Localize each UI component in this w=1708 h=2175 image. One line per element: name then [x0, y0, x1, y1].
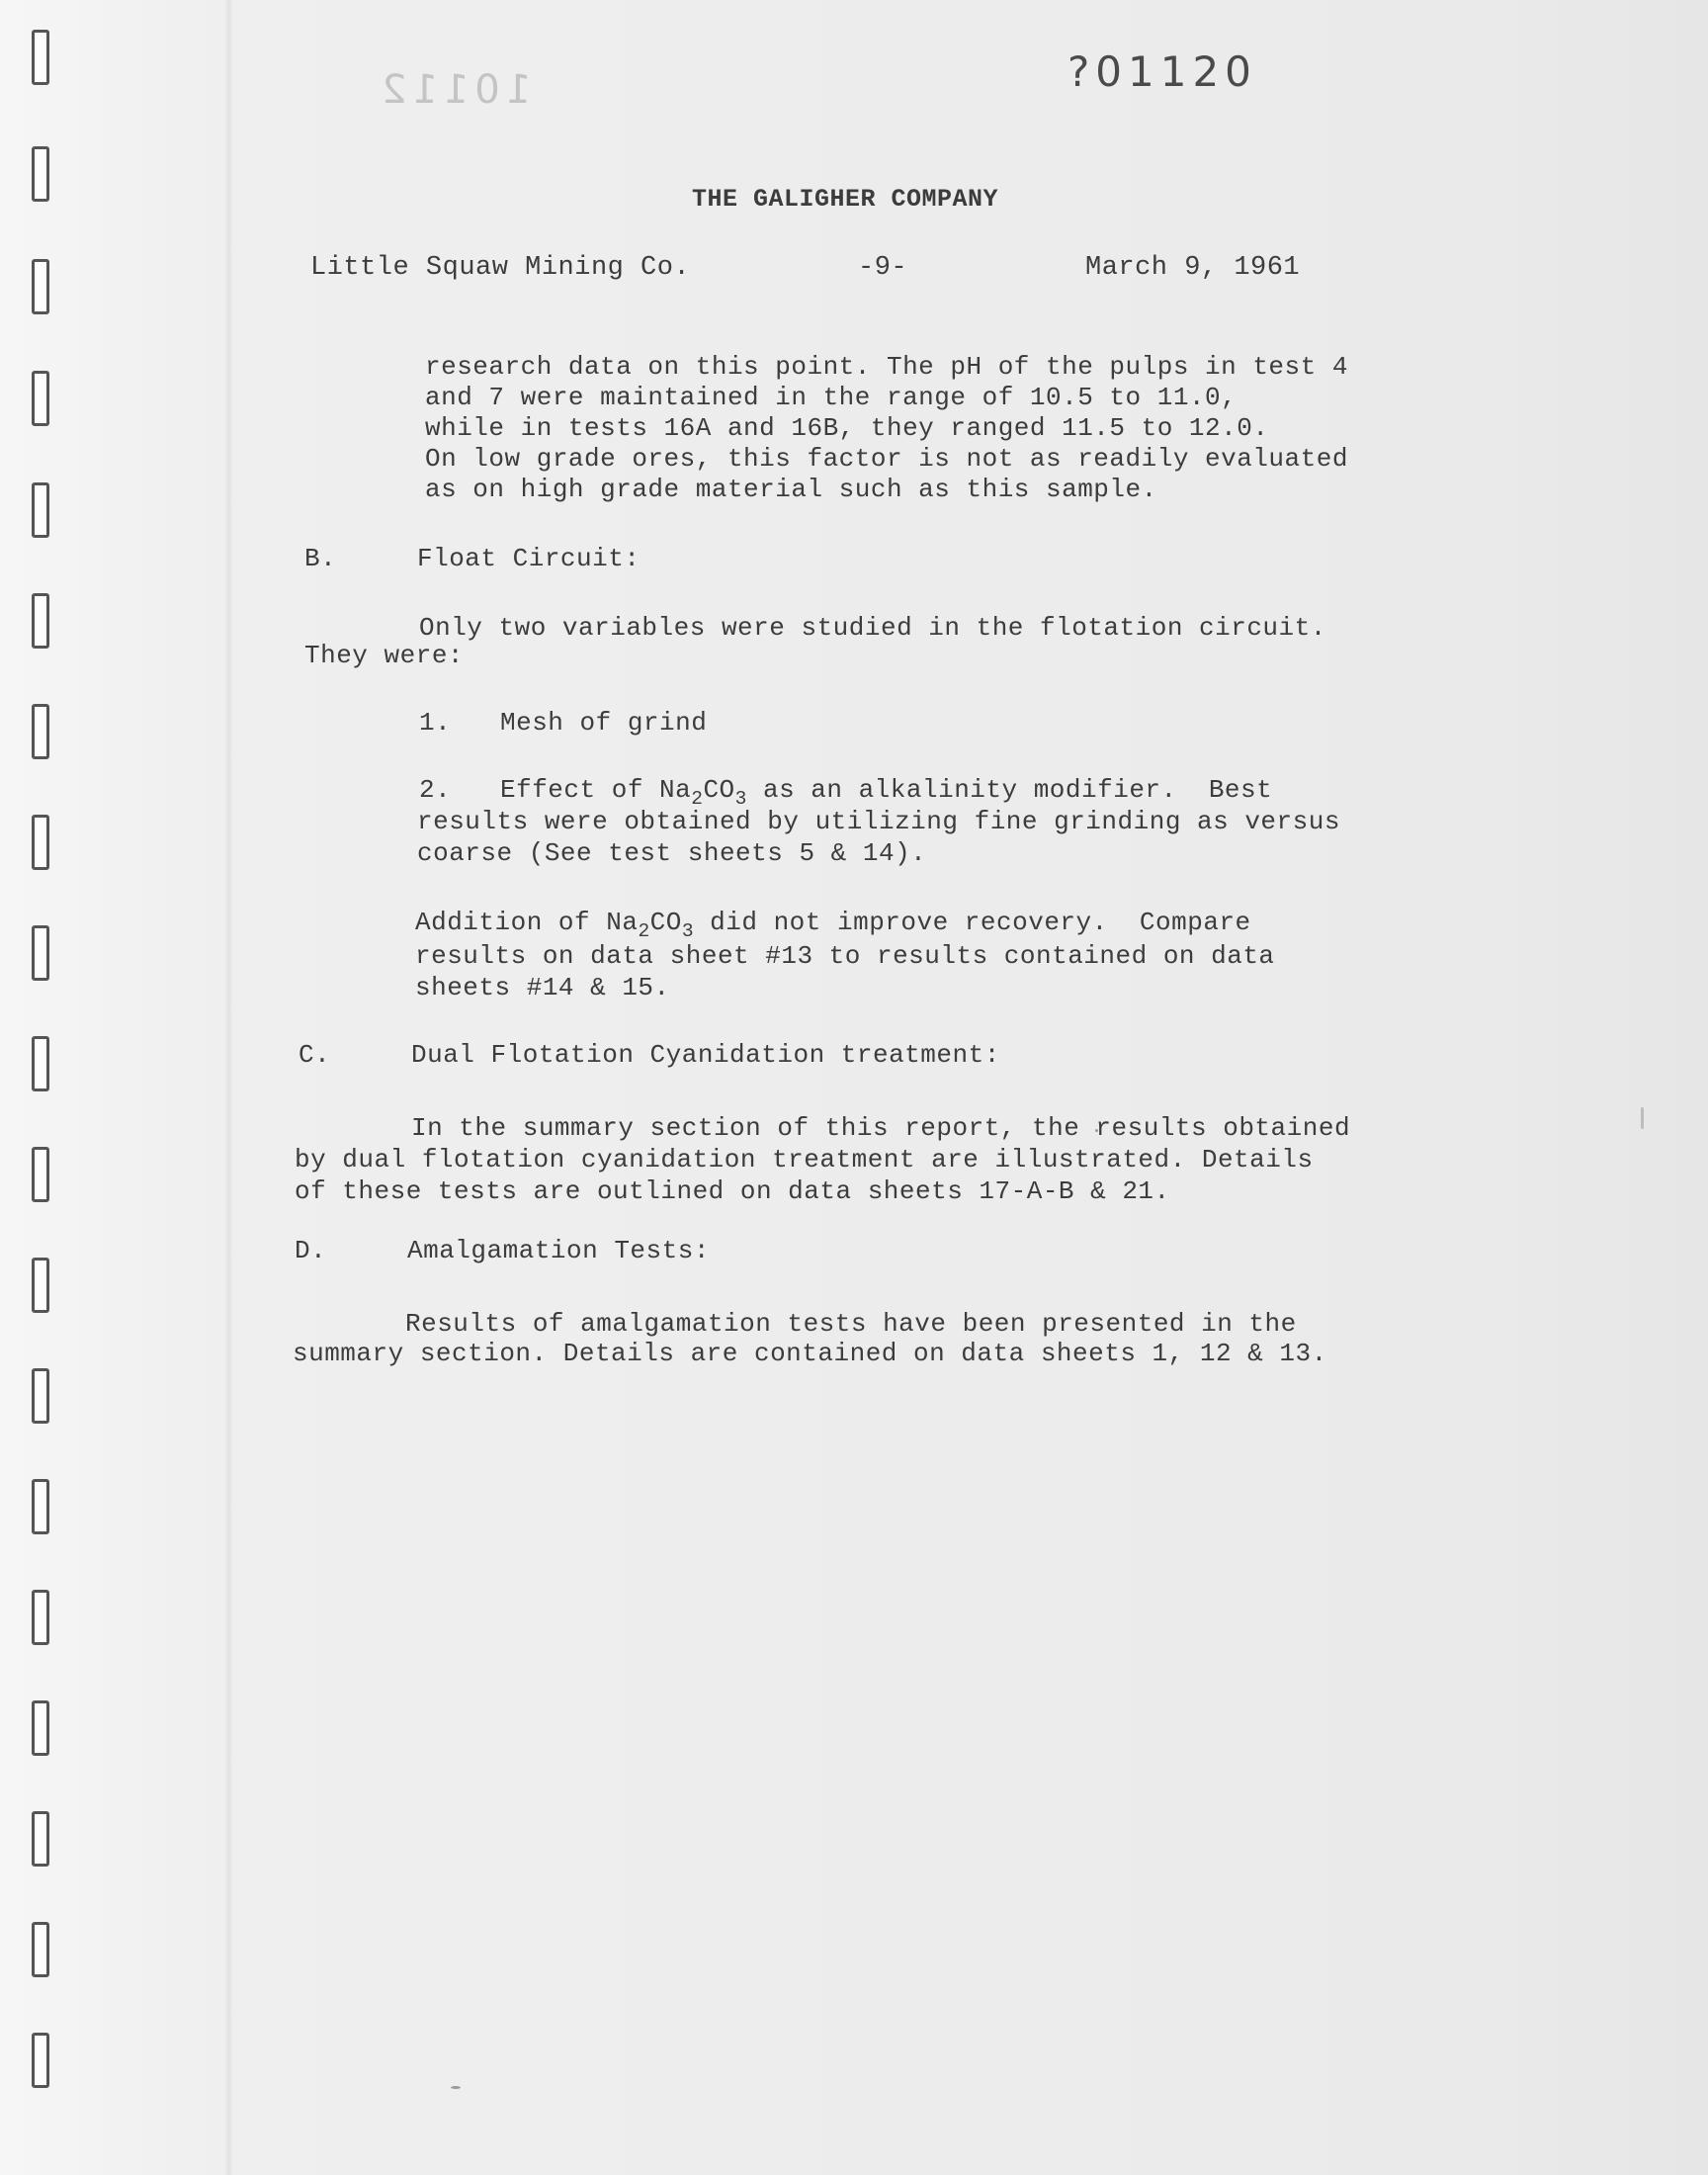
- section-c-heading: Dual Flotation Cyanidation treatment:: [411, 1040, 1000, 1070]
- intro-line: research data on this point. The pH of the pulps in test 4: [425, 352, 1348, 382]
- page-fold-shadow: [225, 0, 233, 2175]
- binder-hole-icon: [32, 1147, 49, 1202]
- section-c-line: by dual flotation cyanidation treatment are illustrated. Details: [295, 1145, 1314, 1174]
- section-c-line: of these tests are outlined on data sheets 17-A-B & 21.: [295, 1176, 1170, 1206]
- binder-hole-icon: [32, 482, 49, 538]
- intro-line: as on high grade material such as this sample.: [425, 475, 1157, 504]
- intro-line: while in tests 16A and 16B, they ranged 11.5 to 12.0.: [425, 413, 1269, 443]
- section-d-line: Results of amalgamation tests have been presented in the: [405, 1309, 1297, 1339]
- company-title: THE GALIGHER COMPANY: [692, 185, 999, 214]
- list-item-number: 2.: [419, 775, 452, 805]
- subscript: 2: [691, 787, 704, 810]
- client-name: Little Squaw Mining Co.: [310, 253, 691, 283]
- binder-hole-icon: [32, 371, 49, 426]
- list-item-number: 1.: [419, 708, 452, 738]
- subscript: 2: [638, 919, 650, 942]
- binder-hole-icon: [32, 146, 49, 202]
- subscript: 3: [734, 787, 747, 810]
- binder-hole-icon: [32, 1811, 49, 1867]
- text-run: Effect of Na: [500, 775, 692, 805]
- document-stamp-number: ?01120: [1068, 47, 1257, 96]
- binder-hole-icon: [32, 1368, 49, 1424]
- section-d-letter: D.: [295, 1236, 327, 1265]
- section-d-heading: Amalgamation Tests:: [407, 1236, 710, 1265]
- addition-paragraph-line: [415, 908, 1251, 942]
- intro-line: On low grade ores, this factor is not as readily evaluated: [425, 444, 1348, 474]
- section-d-line: summary section. Details are contained on data sheets 1, 12 & 13.: [293, 1339, 1327, 1368]
- addition-paragraph-line: results on data sheet #13 to results contained on data: [415, 941, 1275, 971]
- addition-paragraph-line: sheets #14 & 15.: [415, 973, 670, 1002]
- binder-hole-icon: [32, 1479, 49, 1534]
- binder-hole-icon: [32, 815, 49, 870]
- list-item-text: [500, 775, 1273, 810]
- section-c-letter: C.: [299, 1040, 331, 1070]
- paper-speck: [451, 2086, 461, 2089]
- binder-hole-icon: [32, 2033, 49, 2088]
- section-b-heading: Float Circuit:: [417, 544, 640, 573]
- binder-hole-icon: [32, 704, 49, 759]
- binder-hole-icon: [32, 30, 49, 85]
- binder-hole-icon: [32, 1700, 49, 1756]
- text-run: CO: [703, 775, 735, 805]
- binder-holes: [32, 0, 61, 2175]
- subscript: 3: [681, 919, 695, 942]
- binder-hole-icon: [32, 1590, 49, 1645]
- section-b-intro-line: They were:: [304, 641, 465, 670]
- list-item-text: results were obtained by utilizing fine grinding as versus: [417, 807, 1340, 836]
- ghost-stamp-number: 10112: [376, 67, 532, 113]
- binder-hole-icon: [32, 1258, 49, 1313]
- binder-hole-icon: [32, 593, 49, 649]
- section-b-intro-line: Only two variables were studied in the flotation circuit.: [419, 613, 1326, 643]
- list-item-text: coarse (See test sheets 5 & 14).: [417, 838, 927, 868]
- text-run: did not improve recovery. Compare: [694, 908, 1251, 937]
- section-c-line: In the summary section of this report, the results obtained: [411, 1113, 1351, 1143]
- intro-paragraph: [425, 352, 1348, 505]
- binder-hole-icon: [32, 259, 49, 314]
- binder-hole-icon: [32, 1922, 49, 1977]
- page-number: -9-: [858, 253, 908, 283]
- binder-hole-icon: [32, 925, 49, 981]
- text-run: as an alkalinity modifier. Best: [746, 775, 1273, 805]
- binder-hole-icon: [32, 1036, 49, 1091]
- paper-speck: [1641, 1107, 1644, 1129]
- list-item-text: Mesh of grind: [500, 708, 708, 738]
- text-run: Addition of Na: [415, 908, 639, 937]
- document-date: March 9, 1961: [1085, 253, 1301, 283]
- section-b-letter: B.: [304, 544, 337, 573]
- text-run: CO: [649, 908, 682, 937]
- intro-line: and 7 were maintained in the range of 10.5 to 11.0,: [425, 383, 1238, 412]
